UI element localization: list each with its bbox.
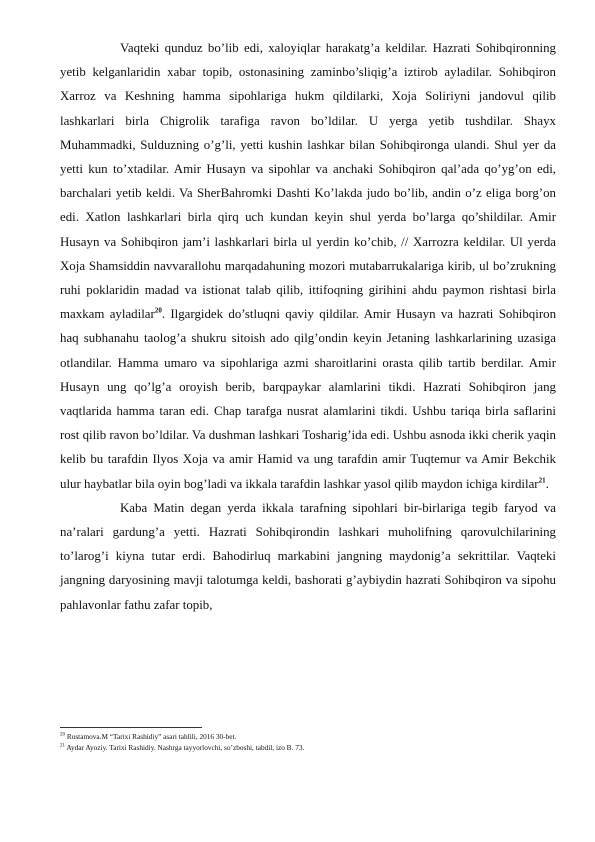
footnote-number: 21 <box>60 743 65 749</box>
footnote-ref-21[interactable]: 21 <box>538 476 546 485</box>
paragraph-2 <box>60 496 556 617</box>
paragraph-text: . Ilgargidek do’stluqni qaviy qildilar. Amir Husayn va hazrati Sohibqiron haq subhanahu taolog’a shukru sitoish ado qilg’ondin keyin Jetaning lashkarlarining uzasiga otlandilar. Hamma umaro va sipohlariga azmi sharoitlarini orasta qilib tartib berdilar. Amir Husayn ung qo’lg’a oroyish berib, barqpaykar alamlarini tikdi. Hazrati Sohibqiron jang vaqtlarida hamma taran edi. Chap tarafga nusrat alamlarini tikdi. Ushbu tariqa birla saflarini rost qilib ravon bo’ldilar. Va dushman lashkari Tosharig’ida edi. Ushbu asnoda ikki cherik yaqin kelib bu tarafdin Ilyos Xoja va amir Hamid va ung tarafdin amir Tuqtemur va Amir Bekchik ulur haybatlar bila oyin bog’ladi va ikkala tarafdin lashkar yasol qilib maydon ichiga kirdilar <box>60 307 557 491</box>
footnote-text: Aydar Ayoziy. Tarixi Rashidiy. Nashrga tayyorlovchi, so’zboshi, tabdil, izo B. 73. <box>65 743 305 752</box>
footnote-ref-20[interactable]: 20 <box>154 306 162 315</box>
footnote-separator <box>60 727 202 728</box>
body-text <box>60 36 556 617</box>
paragraph-text: Vaqteki qunduz bo’lib edi, xaloyiqlar harakatg’a keldilar. Hazrati Sohibqironning yetib kelganlaridin xabar topib, ostonasining zaminbo’sliqig’a iztirob ayladilar. Sohibqiron Xarroz va Keshning hamma sipohlariga hukm qildilarki, Xoja Soliriyni jandovul qilib lashkarlari birla Chigrolik tarafiga ravon bo’ldilar. U yerga yetib tushdilar. Shayx Muhammadki, Sulduzning o’g’li, yetti kushin lashkar bilan Sohibqironga ulandi. Shul yer da yetti kun to’xtadilar. Amir Husayn va sipohlar va anchaki Sohibqiron qal’ada qo’yg’on edi, barchalari yetib keldi. Va SherBahromki Dashti Ko’lakda judo bo’lib, andin o’z eliga borg’on edi. Xatlon lashkarlari birla qirq uch kundan keyin shul yerda bo’larga qo’shildilar. Amir Husayn va Sohibqiron jam’i lashkarlari birla ul yerdin ko’chib, // Xarrozra keldilar. Ul yerda Xoja Shamsiddin navvarallohu marqadahuning mozori mutabarrukalariga kirib, ul bo’zrukning ruhi poklaridin madad va istionat talab qilib, ittifoqning girihini ahdu paymon rishtasi birla maxkam ayladilar <box>60 41 556 322</box>
paragraph-1 <box>60 36 556 496</box>
paragraph-text: . <box>545 476 549 491</box>
footnote-number: 20 <box>60 732 65 738</box>
footnotes <box>60 731 556 753</box>
footnote-20 <box>60 731 556 742</box>
paragraph-text: Kaba Matin degan yerda ikkala tarafning sipohlari bir-birlariga tegib faryod va na’ralari gardung’a yetti. Hazrati Sohibqirondin lashkari muholifning qarovulchilarining to’larog’i kiyna tutar erdi. Bahodirluq markabini jangning maydonig’a sekrittilar. Vaqteki jangning daryosining mavji talotumga keldi, bashorati g’aybiydin hazrati Sohibqiron va sipohu pahlavonlar fathu zafar topib, <box>60 500 556 612</box>
footnote-21 <box>60 742 556 753</box>
footnote-text: Rustamova.M “Tarixi Rashidiy” asari tahlili, 2016 30-bet. <box>65 732 237 741</box>
